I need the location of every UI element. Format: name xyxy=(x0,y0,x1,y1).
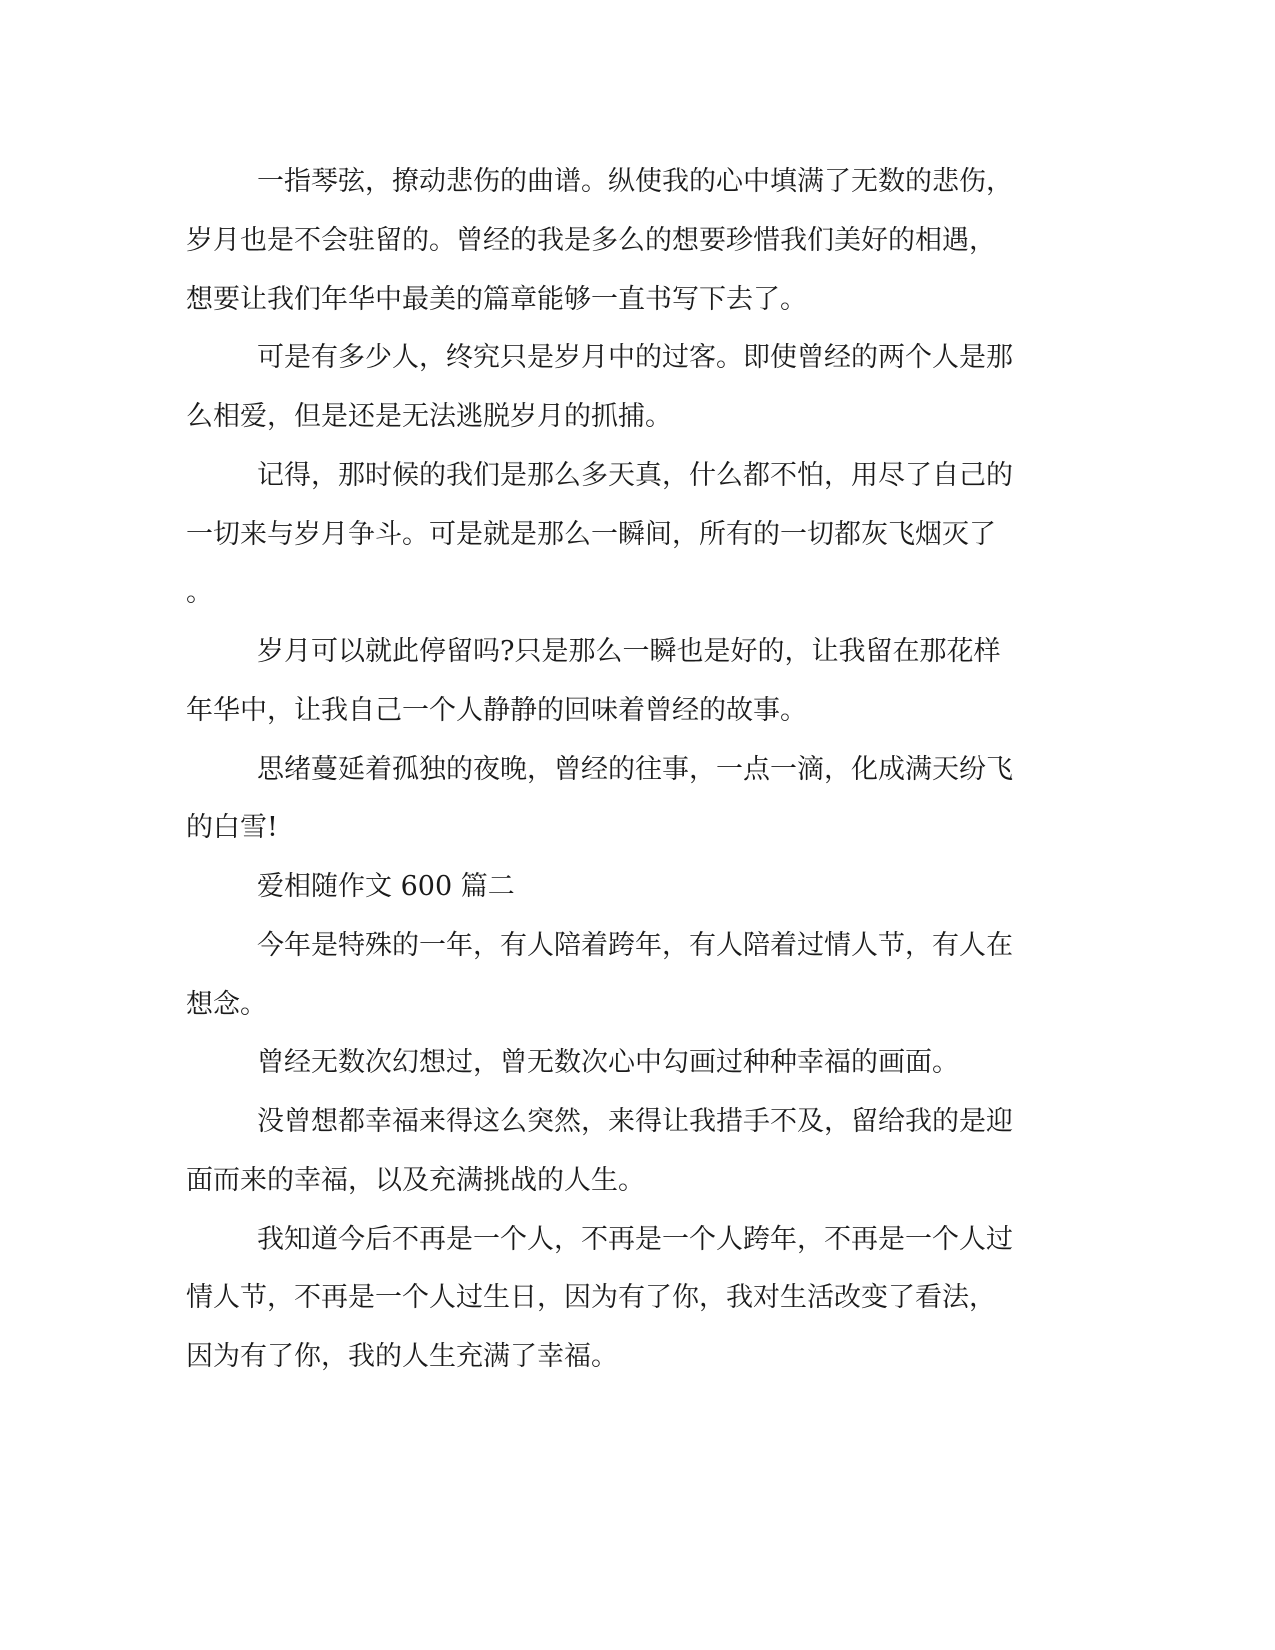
paragraph-3-line-2: 一切来与岁月争斗。可是就是那么一瞬间，所有的一切都灰飞烟灭了 xyxy=(186,519,996,550)
paragraph-5-line-1: 思绪蔓延着孤独的夜晚，曾经的往事，一点一滴，化成满天纷飞 xyxy=(257,754,1013,785)
paragraph-8-line-1: 没曾想都幸福来得这么突然，来得让我措手不及，留给我的是迎 xyxy=(257,1106,1013,1137)
paragraph-9-line-1: 我知道今后不再是一个人，不再是一个人跨年，不再是一个人过 xyxy=(257,1224,1013,1255)
paragraph-6-line-2: 想念。 xyxy=(186,989,267,1020)
paragraph-9-line-3: 因为有了你，我的人生充满了幸福。 xyxy=(186,1341,618,1372)
paragraph-4-line-2: 年华中，让我自己一个人静静的回味着曾经的故事。 xyxy=(186,695,807,726)
paragraph-9-line-2: 情人节，不再是一个人过生日，因为有了你，我对生活改变了看法， xyxy=(186,1282,996,1313)
paragraph-1-line-2: 岁月也是不会驻留的。曾经的我是多么的想要珍惜我们美好的相遇， xyxy=(186,225,996,256)
paragraph-1-line-1: 一指琴弦，撩动悲伤的曲谱。纵使我的心中填满了无数的悲伤， xyxy=(257,166,1013,197)
paragraph-5-line-2: 的白雪! xyxy=(186,812,278,843)
paragraph-7-line-1: 曾经无数次幻想过，曾无数次心中勾画过种种幸福的画面。 xyxy=(257,1047,959,1078)
paragraph-3-line-3: 。 xyxy=(186,577,213,608)
paragraph-4-line-1: 岁月可以就此停留吗?只是那么一瞬也是好的，让我留在那花样 xyxy=(257,636,1001,667)
paragraph-2-line-2: 么相爱，但是还是无法逃脱岁月的抓捕。 xyxy=(186,401,672,432)
section-heading: 爱相随作文 600 篇二 xyxy=(257,871,515,902)
paragraph-1-line-3: 想要让我们年华中最美的篇章能够一直书写下去了。 xyxy=(186,284,807,315)
paragraph-2-line-1: 可是有多少人，终究只是岁月中的过客。即使曾经的两个人是那 xyxy=(257,342,1013,373)
paragraph-8-line-2: 面而来的幸福，以及充满挑战的人生。 xyxy=(186,1165,645,1196)
paragraph-3-line-1: 记得，那时候的我们是那么多天真，什么都不怕，用尽了自己的 xyxy=(257,460,1013,491)
paragraph-6-line-1: 今年是特殊的一年，有人陪着跨年，有人陪着过情人节，有人在 xyxy=(257,930,1013,961)
